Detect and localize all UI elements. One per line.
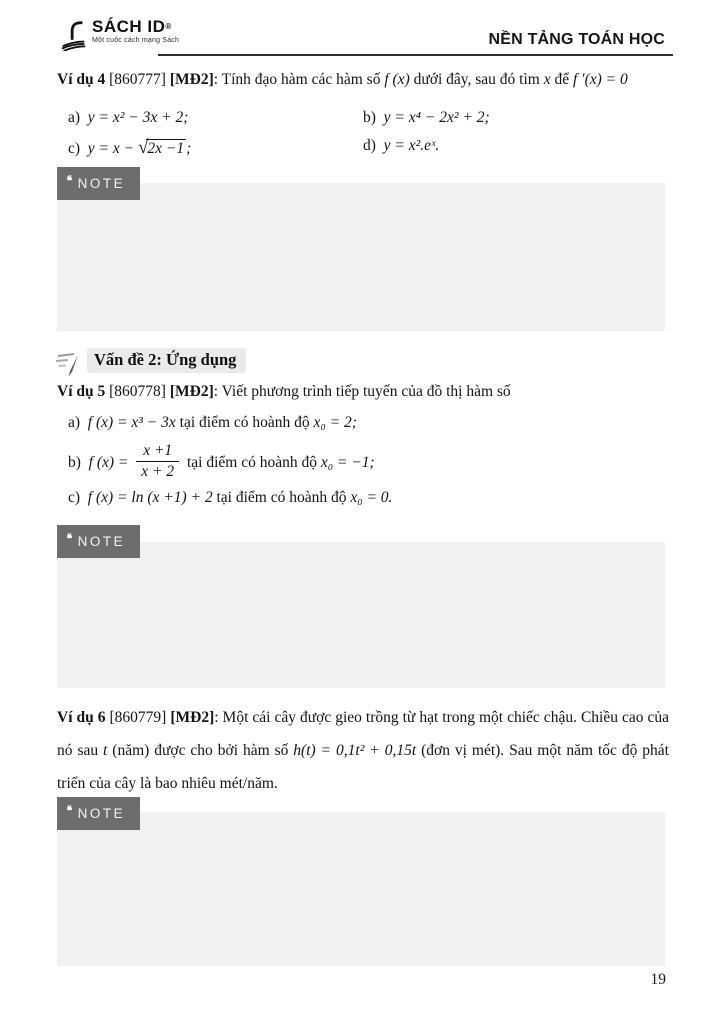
example-5-tag: [MĐ2]	[169, 383, 214, 400]
fraction-numerator: x +1	[136, 442, 179, 462]
pencil-icon	[55, 349, 85, 377]
item-label: a)	[68, 414, 88, 431]
example-4-code: [860777]	[109, 71, 170, 88]
example-5-item-a	[68, 414, 668, 432]
sachid-logo	[59, 17, 179, 51]
note-label: NOTE	[77, 534, 126, 549]
example-4-item-a	[68, 109, 363, 127]
item-math: f (x) =	[88, 454, 133, 471]
quote-icon: ❛❛	[66, 172, 70, 190]
note-body	[57, 542, 665, 688]
example-4-text2: dưới đây, sau đó tìm	[409, 71, 544, 88]
note-tab	[57, 525, 140, 558]
page-number: 19	[650, 971, 666, 988]
note-body	[57, 183, 665, 331]
item-math: y = x⁴ − 2x² + 2;	[383, 109, 490, 126]
item-math-tail: x₀ = −1;	[320, 454, 375, 471]
item-label: b)	[68, 454, 89, 471]
logo-title-text: SÁCH ID	[92, 17, 166, 36]
example-4-title	[57, 69, 669, 91]
item-math-radicand: 2x −1	[147, 140, 185, 157]
example-4-math-fx: f (x)	[384, 71, 410, 88]
example-4-item-c	[68, 137, 363, 159]
item-label: c)	[68, 489, 88, 506]
item-label: c)	[68, 140, 88, 157]
header-title: NỀN TẢNG TOÁN HỌC	[488, 31, 665, 48]
fraction-denominator: x + 2	[141, 462, 175, 480]
example-5-text: : Viết phương trình tiếp tuyến của đồ thị hàm số	[213, 383, 511, 400]
logo-text	[92, 17, 179, 44]
item-label: b)	[363, 109, 384, 126]
item-text: tại điểm có hoành độ	[212, 489, 351, 506]
book-icon	[59, 19, 89, 51]
example-6-code: [860779]	[109, 709, 171, 726]
note-label: NOTE	[77, 806, 126, 821]
example-6-text2: (năm) được cho bởi hàm số	[107, 742, 294, 759]
example-4-text3: để	[550, 71, 573, 88]
logo-tagline: Một cuộc cách mạng Sách	[92, 37, 180, 44]
note-label: NOTE	[77, 176, 126, 191]
example-4-lead: Ví dụ 4	[57, 71, 110, 88]
item-math-pre: y = x −	[87, 140, 138, 157]
example-4-text: : Tính đạo hàm các hàm số	[213, 71, 385, 88]
quote-icon: ❛❛	[66, 802, 70, 820]
section-title: Vấn đề 2: Ứng dụng	[87, 348, 246, 373]
example-4-math-x: x	[543, 71, 551, 88]
example-6-math-t: t	[103, 742, 108, 759]
header-rule	[158, 54, 673, 56]
item-math-post: ;	[186, 140, 192, 157]
item-math: f (x) = ln (x +1) + 2	[87, 489, 213, 506]
item-math: y = x² − 3x + 2;	[87, 109, 189, 126]
sqrt-icon: √	[137, 137, 149, 158]
example-4-items-row-1	[68, 109, 668, 127]
example-4-items-row-2	[68, 137, 668, 159]
example-6-text: : Một cái cây được gieo trồng từ hạt trong một chiếc chậu. Chiều cao của nó sau	[57, 709, 673, 759]
example-6-tag: [MĐ2]	[170, 709, 215, 726]
item-math-tail: x₀ = 2;	[313, 414, 357, 431]
example-5-item-b	[68, 443, 668, 483]
example-5-lead: Ví dụ 5	[57, 383, 110, 400]
note-tab	[57, 167, 140, 200]
example-5-code: [860778]	[109, 383, 170, 400]
example-5-title	[57, 381, 669, 403]
example-5-item-c	[68, 489, 668, 507]
item-math: y = x².eˣ.	[383, 137, 440, 154]
quote-icon: ❛❛	[66, 530, 70, 548]
example-6-math-ht: h(t) = 0,1t² + 0,15t	[293, 742, 417, 759]
item-math-tail: x₀ = 0.	[350, 489, 393, 506]
note-body	[57, 812, 665, 966]
item-label: a)	[68, 109, 88, 126]
example-6-paragraph	[57, 701, 673, 800]
item-label: d)	[363, 137, 384, 154]
item-math: f (x) = x³ − 3x	[87, 414, 176, 431]
example-6-lead: Ví dụ 6	[57, 709, 110, 726]
item-text: tại điểm có hoành độ	[175, 414, 314, 431]
example-4-item-b	[363, 109, 658, 127]
example-4-math-fpx: f ′(x) = 0	[573, 71, 628, 88]
registered-mark: ®	[165, 22, 172, 31]
item-text: tại điểm có hoành độ	[183, 454, 321, 471]
logo-title	[92, 17, 179, 37]
note-tab	[57, 797, 140, 830]
fraction	[136, 442, 179, 481]
example-4-item-d	[363, 137, 658, 159]
section-heading	[55, 346, 246, 374]
example-6-text3: (đơn vị mét). Sau một năm tốc độ phát triển của cây là bao nhiêu mét/năm.	[57, 742, 673, 792]
example-4-tag: [MĐ2]	[169, 71, 214, 88]
